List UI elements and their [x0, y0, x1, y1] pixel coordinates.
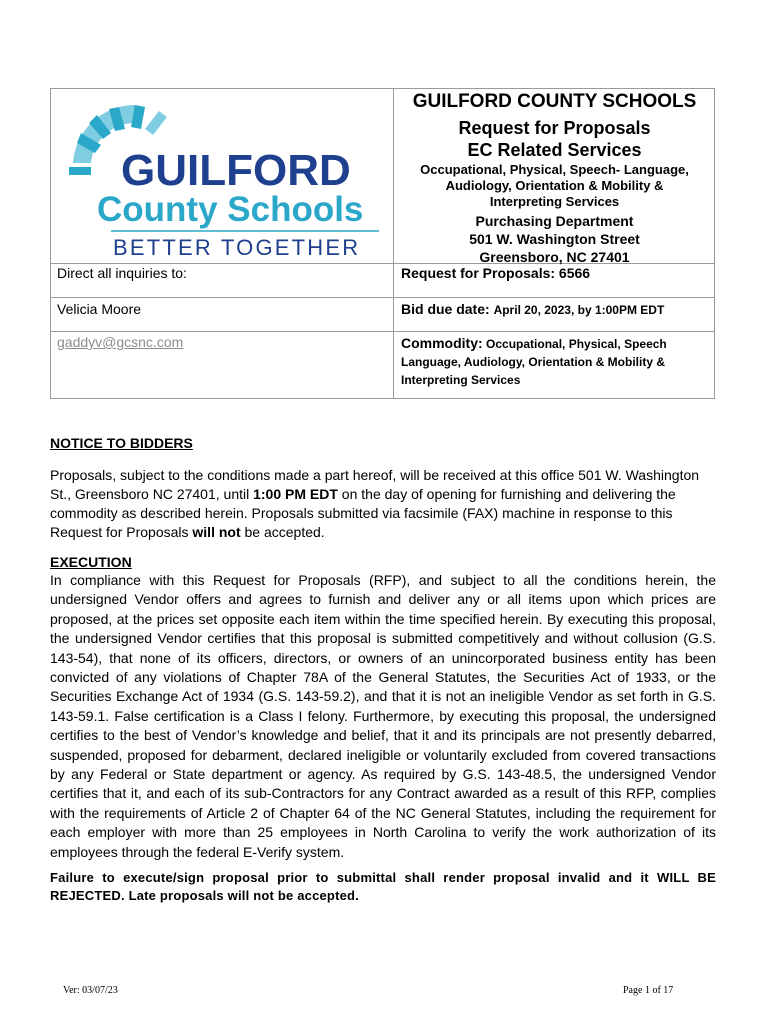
commodity-line: Interpreting Services — [401, 373, 521, 387]
services-list — [393, 162, 716, 210]
doc-subject: EC Related Services — [467, 140, 642, 160]
commodity-line: Language, Audiology, Orientation & Mobility & — [401, 355, 665, 369]
execution-heading: EXECUTION — [50, 554, 132, 570]
contact-email-link[interactable]: gaddyv@gcsnc.com — [57, 334, 184, 350]
commodity-line: Occupational, Physical, Speech — [486, 337, 667, 351]
row-divider — [51, 331, 714, 332]
doc-type: Request for Proposals — [458, 118, 651, 138]
bid-value: April 20, 2023, by 1:00PM EDT — [493, 303, 665, 317]
commodity-label: Commodity: — [401, 335, 483, 351]
bid-due-date — [401, 301, 711, 317]
contact-name: Velicia Moore — [57, 301, 142, 317]
header-table — [50, 88, 715, 399]
notice-paragraph: Proposals, subject to the conditions made a part hereof, will be received at this office 501 W. Washington St., Greensboro NC 27401, until 1:00 PM EDT on the day of opening for furnishing and delivering the commodity as described herein. Proposals submitted via facsimile (FAX) machine in response to this Request for Proposals will not be accepted. — [50, 467, 700, 540]
logo-tagline: BETTER TOGETHER — [113, 235, 361, 260]
notice-heading: NOTICE TO BIDDERS — [50, 435, 193, 451]
contact-email-cell — [57, 334, 387, 350]
city-address: Greensboro, NC 27401 — [479, 249, 630, 265]
rfp-number: Request for Proposals: 6566 — [401, 265, 591, 281]
doc-title — [393, 117, 716, 161]
services-line: Audiology, Orientation & Mobility & — [445, 178, 664, 193]
services-line: Interpreting Services — [489, 194, 620, 209]
page-number: Page 1 of 17 — [623, 985, 674, 996]
gcs-logo — [61, 103, 381, 263]
org-title: GUILFORD COUNTY SCHOOLS — [412, 91, 697, 112]
department-address — [393, 212, 716, 266]
street-address: 501 W. Washington Street — [469, 231, 640, 247]
logo-line2: County Schools — [97, 190, 364, 229]
rejection-warning: Failure to execute/sign proposal prior to submittal shall render proposal invalid and it WILL BE REJECTED. Late proposals will not be accepted. — [50, 870, 716, 903]
logo-line1: GUILFORD — [121, 146, 351, 195]
execution-paragraph: In compliance with this Request for Proposals (RFP), and subject to all the conditions herein, the undersigned Vendor offers and agrees to furnish and deliver any or all items upon which prices are proposed, at the prices set opposite each item within the time specified herein. By executing this proposal, the undersigned Vendor certifies that this proposal is submitted competitively and without collusion (G.S. 143-54), that none of its officers, directors, or owners of an unincorporated business entity has been convicted of any violations of Chapter 78A of the General Statutes, the Securities Act of 1933, or the Securities Exchange Act of 1934 (G.S. 143-59.2), and that it is not an ineligible Vendor as set forth in G.S. 143-59.1. False certification is a Class I felony. Furthermore, by executing this proposal, the undersigned certifies to the best of Vendor’s knowledge and belief, that it and its principals are not presently debarred, suspended, proposed for debarment, declared ineligible or voluntarily excluded from covered transactions by any Federal or State department or agency. As required by G.S. 143-48.5, the undersigned Vendor certifies that it, and each of its sub-Contractors for any Contract awarded as a result of this RFP, complies with the requirements of Article 2 of Chapter 64 of the NC General Statutes, including the requirement for each employer with more than 25 employees in North Carolina to verify the work authorization of its employees through the federal E-Verify system. — [50, 572, 716, 860]
row-divider — [51, 297, 714, 298]
version-label: Ver: 03/07/23 — [63, 985, 118, 996]
services-line: Occupational, Physical, Speech- Language, — [420, 162, 689, 177]
bid-label: Bid due date: — [401, 301, 490, 317]
inquiries-label: Direct all inquiries to: — [57, 265, 187, 281]
commodity — [401, 334, 711, 389]
department-name: Purchasing Department — [475, 213, 634, 229]
